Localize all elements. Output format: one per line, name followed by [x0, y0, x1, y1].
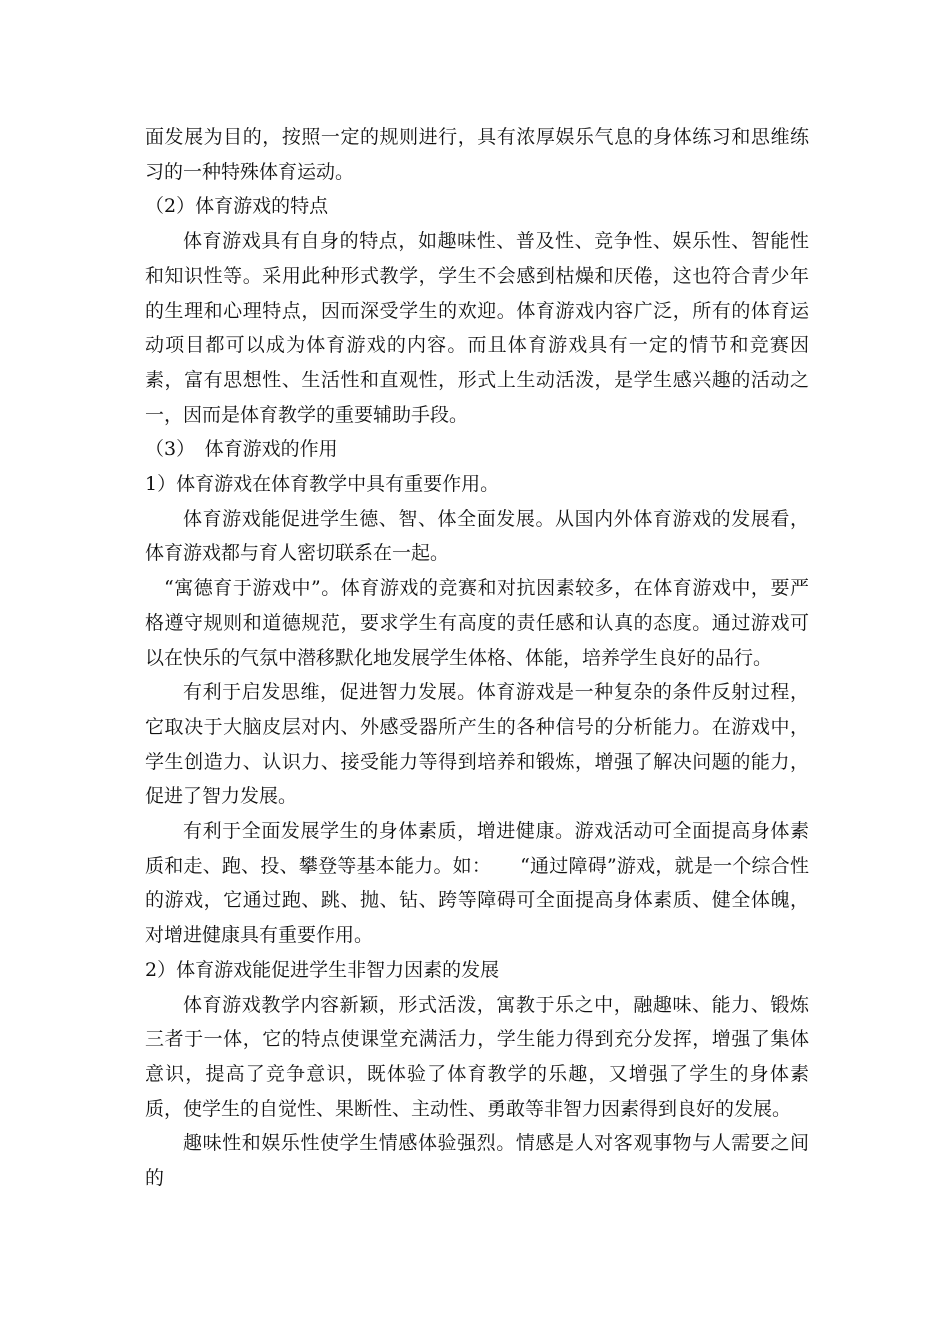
paragraph-intellectual-development: 有利于启发思维，促进智力发展。体育游戏是一种复杂的条件反射过程，它取决于大脑皮层对内、外感受器所产生的各种信号的分析能力。在游戏中，学生创造力、认识力、接受能力等得到培养和锻炼，增强了解决问题的能力，促进了智力发展。 — [145, 681, 809, 808]
paragraph-all-round-development: 体育游戏能促进学生德、智、体全面发展。从国内外体育游戏的发展看，体育游戏都与育人密切联系在一起。 — [145, 507, 809, 565]
paragraph-physical-fitness: 有利于全面发展学生的身体素质，增进健康。游戏活动可全面提高身体素质和走、跑、投、攀登等基本能力。如： “通过障碍”游戏，就是一个综合性的游戏，它通过跑、跳、抛、钻、跨等障碍可全面提高身体素质、健全体魄，对增进健康具有重要作用。 — [145, 820, 809, 947]
section-heading-functions: （3） 体育游戏的作用 — [145, 438, 338, 461]
subheading-non-intellectual: 2）体育游戏能促进学生非智力因素的发展 — [145, 958, 500, 981]
document-body — [145, 120, 809, 1196]
paragraph-continuation: 面发展为目的，按照一定的规则进行，具有浓厚娱乐气息的身体练习和思维练习的一种特殊体育运动。 — [145, 126, 809, 183]
paragraph-teaching-content: 体育游戏教学内容新颖，形式活泼，寓教于乐之中，融趣味、能力、锻炼三者于一体，它的特点使课堂充满活力，学生能力得到充分发挥，增强了集体意识，提高了竞争意识，既体验了体育教学的乐趣，又增强了学生的身体素质，使学生的自觉性、果断性、主动性、勇敢等非智力因素得到良好的发展。 — [145, 993, 809, 1120]
paragraph-moral-education: “寓德育于游戏中”。体育游戏的竞赛和对抗因素较多，在体育游戏中，要严格遵守规则和道德规范，要求学生有高度的责任感和认真的态度。通过游戏可以在快乐的气氛中潜移默化地发展学生体格、体能，培养学生良好的品行。 — [145, 577, 809, 669]
section-heading-features: （2）体育游戏的特点 — [145, 195, 329, 218]
paragraph-features: 体育游戏具有自身的特点，如趣味性、普及性、竞争性、娱乐性、智能性和知识性等。采用此种形式教学，学生不会感到枯燥和厌倦，这也符合青少年的生理和心理特点，因而深受学生的欢迎。体育游戏内容广泛，所有的体育运动项目都可以成为体育游戏的内容。而且体育游戏具有一定的情节和竞赛因素，富有思想性、生活性和直观性，形式上生动活泼，是学生感兴趣的活动之一，因而是体育教学的重要辅助手段。 — [145, 230, 809, 426]
subheading-teaching-role: 1）体育游戏在体育教学中具有重要作用。 — [145, 473, 500, 496]
paragraph-emotional-experience: 趣味性和娱乐性使学生情感体验强烈。情感是人对客观事物与人需要之间的 — [145, 1132, 809, 1190]
